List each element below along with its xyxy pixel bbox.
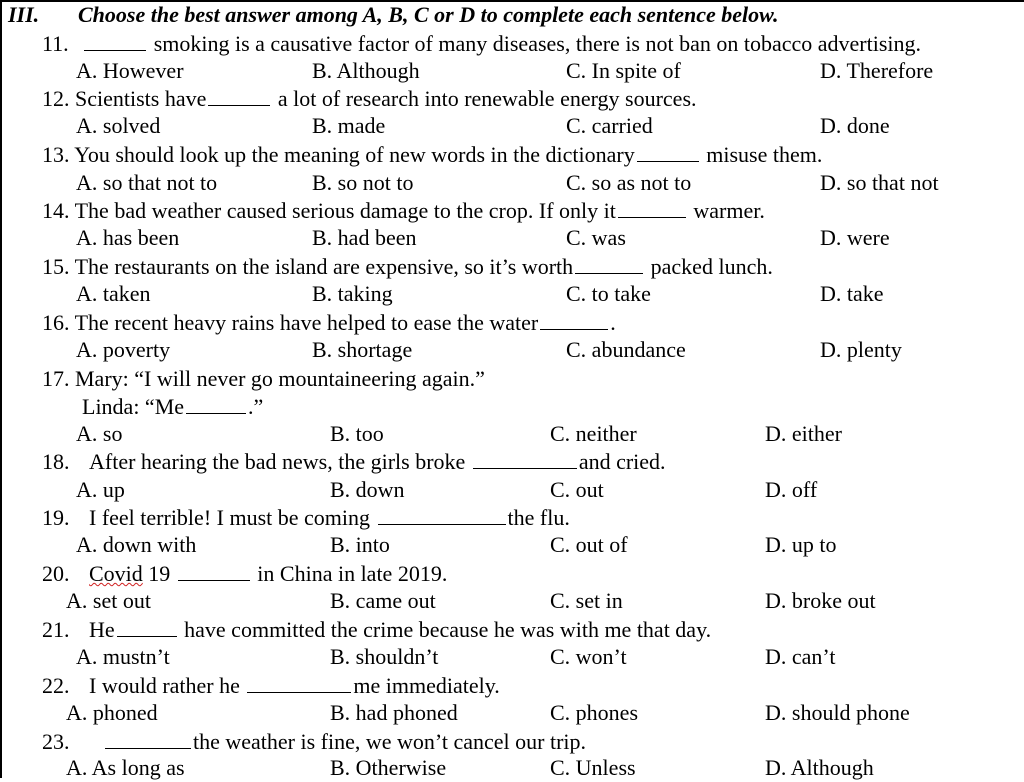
answer-blank[interactable] (247, 674, 351, 693)
question-number: 23. (42, 729, 70, 754)
option-a[interactable]: A. As long as (66, 755, 185, 780)
options-20 (0, 587, 1024, 615)
option-c[interactable]: C. was (566, 225, 626, 250)
option-d[interactable]: D. should phone (765, 700, 910, 725)
options-14 (0, 224, 1024, 252)
question-22 (42, 672, 500, 700)
option-c[interactable]: C. Unless (550, 755, 636, 780)
option-c[interactable]: C. out of (550, 532, 628, 557)
option-c[interactable]: C. neither (550, 421, 637, 446)
question-number: 11. (42, 31, 69, 56)
option-a[interactable]: A. However (76, 58, 184, 83)
question-text-pre: 19 (148, 561, 171, 586)
question-number: 16. (42, 310, 70, 335)
answer-blank[interactable] (208, 87, 270, 106)
question-text: the flu. (507, 505, 570, 530)
option-b[interactable]: B. Otherwise (330, 755, 447, 780)
options-13 (0, 169, 1024, 197)
question-23 (42, 728, 586, 756)
question-13 (42, 141, 822, 169)
option-c[interactable]: C. carried (566, 113, 653, 138)
question-text-pre: Scientists have (75, 86, 207, 111)
answer-blank[interactable] (84, 32, 146, 51)
option-b[interactable]: B. shouldn’t (330, 644, 439, 669)
option-d[interactable]: D. off (765, 477, 818, 502)
dialog-text-post: .” (248, 394, 264, 419)
option-b[interactable]: B. came out (330, 588, 436, 613)
option-a[interactable]: A. poverty (76, 337, 171, 362)
question-text: misuse them. (706, 142, 823, 167)
option-a[interactable]: A. phoned (66, 700, 158, 725)
option-b[interactable]: B. too (330, 421, 384, 446)
answer-blank[interactable] (473, 450, 577, 469)
question-text-pre: I would rather he (89, 673, 240, 698)
option-b[interactable]: B. into (330, 532, 390, 557)
question-text: smoking is a causative factor of many diseases, there is not ban on tobacco advertising. (153, 31, 922, 56)
option-a[interactable]: A. solved (76, 113, 161, 138)
options-21 (0, 643, 1024, 671)
options-22 (0, 699, 1024, 727)
option-b[interactable]: B. had phoned (330, 700, 458, 725)
question-number: 14. (42, 198, 70, 223)
option-d[interactable]: D. so that not (820, 170, 939, 195)
section-instruction: Choose the best answer among A, B, C or D to complete each sentence below. (78, 2, 779, 27)
question-text: have committed the crime because he was with me that day. (184, 617, 712, 642)
question-number: 21. (42, 617, 70, 642)
answer-blank[interactable] (186, 395, 246, 414)
question-text: me immediately. (353, 673, 500, 698)
options-16 (0, 336, 1024, 364)
answer-blank[interactable] (618, 199, 686, 218)
question-text-pre: The restaurants on the island are expensive, so it’s worth (74, 254, 574, 279)
option-a[interactable]: A. so that not to (76, 170, 218, 195)
option-a[interactable]: A. has been (76, 225, 180, 250)
answer-blank[interactable] (178, 562, 250, 581)
option-b[interactable]: B. down (330, 477, 405, 502)
question-number: 22. (42, 673, 70, 698)
question-text: a lot of research into renewable energy sources. (277, 86, 697, 111)
option-b[interactable]: B. so not to (312, 170, 414, 195)
option-a[interactable]: A. mustn’t (76, 644, 170, 669)
answer-blank[interactable] (540, 311, 608, 330)
question-21 (42, 616, 711, 644)
question-text: . (610, 310, 616, 335)
options-17 (0, 420, 1024, 448)
option-d[interactable]: D. Therefore (820, 58, 934, 83)
question-text-pre: The bad weather caused serious damage to the crop. If only it (74, 198, 616, 223)
option-a[interactable]: A. so (76, 421, 123, 446)
option-a[interactable]: A. down with (76, 532, 197, 557)
question-text-pre: After hearing the bad news, the girls broke (89, 449, 466, 474)
question-20 (42, 560, 447, 588)
options-19 (0, 531, 1024, 559)
question-17 (42, 365, 485, 393)
options-18 (0, 476, 1024, 504)
question-text: warmer. (693, 198, 765, 223)
question-number: 12. (42, 86, 70, 111)
options-11 (0, 57, 1024, 85)
option-c[interactable]: C. abundance (566, 337, 686, 362)
option-d[interactable]: D. either (765, 421, 842, 446)
option-c[interactable]: C. phones (550, 700, 638, 725)
question-number: 19. (42, 505, 70, 530)
question-11 (42, 30, 921, 58)
option-d[interactable]: D. were (820, 225, 890, 250)
question-number: 15. (42, 254, 70, 279)
option-d[interactable]: D. Although (765, 755, 874, 780)
option-a[interactable]: A. taken (76, 281, 151, 306)
option-c[interactable]: C. out (550, 477, 604, 502)
option-c[interactable]: C. set in (550, 588, 623, 613)
question-18 (42, 448, 666, 476)
question-text: in China in late 2019. (257, 561, 448, 586)
question-text: the weather is fine, we won’t cancel our trip. (193, 729, 587, 754)
question-text: and cried. (578, 449, 666, 474)
option-c[interactable]: C. to take (566, 281, 651, 306)
answer-blank[interactable] (117, 618, 177, 637)
question-text-pre: He (89, 617, 115, 642)
spellcheck-word: Covid (89, 561, 143, 586)
option-a[interactable]: A. up (76, 477, 125, 502)
question-15 (42, 253, 773, 281)
question-number: 18. (42, 449, 70, 474)
option-b[interactable]: B. made (312, 113, 386, 138)
section-number: III. (8, 2, 40, 27)
question-number: 13. (42, 142, 70, 167)
dialog-text-pre: Linda: “Me (82, 394, 185, 419)
option-d[interactable]: D. plenty (820, 337, 902, 362)
question-number: 17. (42, 366, 70, 391)
option-c[interactable]: C. In spite of (566, 58, 681, 83)
question-17-dialog (82, 393, 263, 421)
option-d[interactable]: D. can’t (765, 644, 836, 669)
option-d[interactable]: D. take (820, 281, 884, 306)
option-c[interactable]: C. won’t (550, 644, 627, 669)
options-12 (0, 112, 1024, 140)
option-a[interactable]: A. set out (66, 588, 151, 613)
option-c[interactable]: C. so as not to (566, 170, 692, 195)
option-b[interactable]: B. shortage (312, 337, 413, 362)
question-text-pre: Mary: “I will never go mountaineering again.” (75, 366, 485, 391)
option-b[interactable]: B. Although (312, 58, 420, 83)
answer-blank[interactable] (378, 506, 506, 525)
option-b[interactable]: B. had been (312, 225, 417, 250)
question-text: packed lunch. (650, 254, 773, 279)
answer-blank[interactable] (575, 255, 643, 274)
question-text-pre: I feel terrible! I must be coming (89, 505, 371, 530)
option-d[interactable]: D. done (820, 113, 890, 138)
answer-blank[interactable] (105, 730, 191, 749)
option-d[interactable]: D. up to (765, 532, 837, 557)
question-12 (42, 85, 697, 113)
option-b[interactable]: B. taking (312, 281, 393, 306)
question-16 (42, 309, 616, 337)
answer-blank[interactable] (637, 143, 699, 162)
question-text-pre: You should look up the meaning of new words in the dictionary (74, 142, 635, 167)
option-d[interactable]: D. broke out (765, 588, 876, 613)
question-number: 20. (42, 561, 70, 586)
options-15 (0, 280, 1024, 308)
question-19 (42, 504, 570, 532)
question-text-pre: The recent heavy rains have helped to ease the water (74, 310, 539, 335)
question-14 (42, 197, 765, 225)
section-heading (8, 0, 779, 30)
